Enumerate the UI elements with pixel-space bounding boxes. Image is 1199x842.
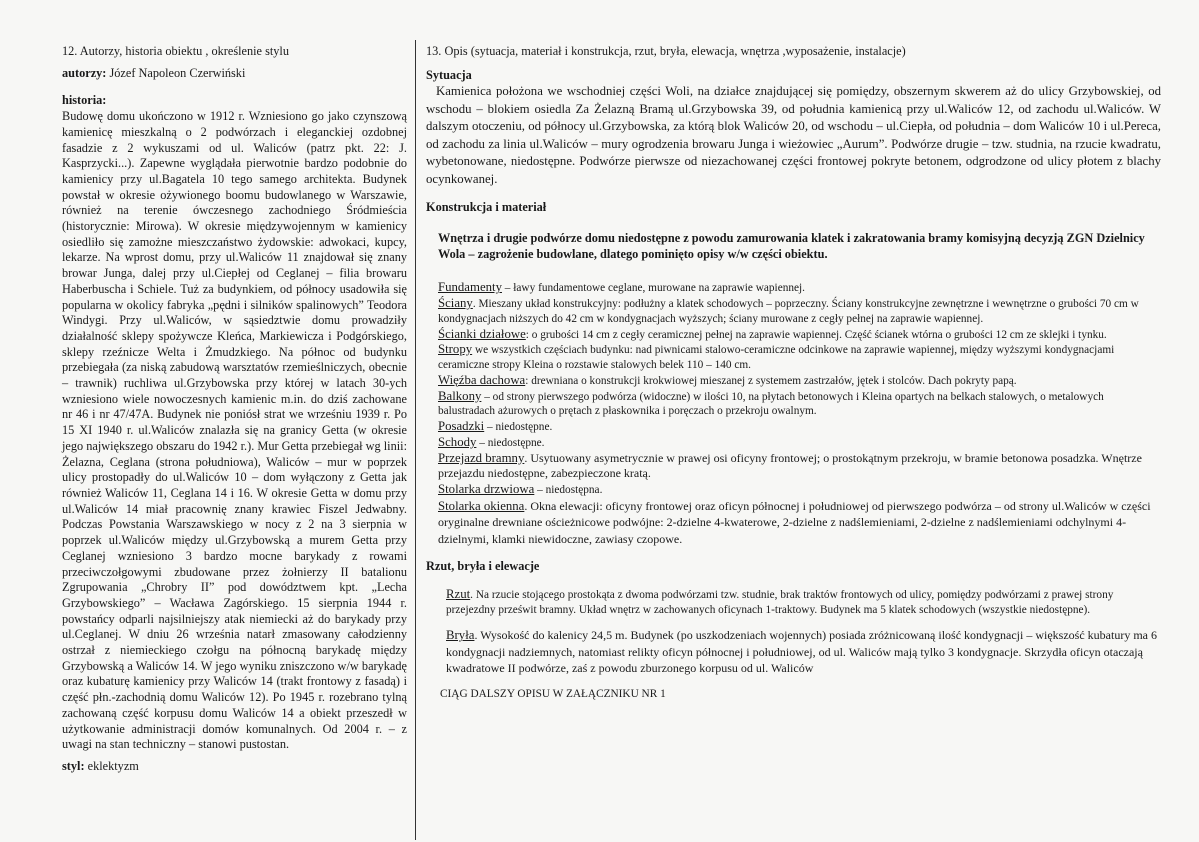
schody-text: – niedostępne. [476,437,545,450]
stolarka-okienna-label: Stolarka okienna [438,498,525,513]
stropy-label: Stropy [438,342,473,357]
posadzki-label: Posadzki [438,419,485,434]
sytuacja-text: Kamienica położona we wschodniej części Woli, na działce znajdującej się pomiędzy, obszernym skwerem aż do ulicy Grzybowskiej, od wschodu – blokiem osiedla Za Żelazną Bramą ul.Grzybowska 39, od południa kamienicą przy ul.Waliców 12, od zachodu ul.Waliców. W dalszym otoczeniu, od północy ul.Grzybowska, za którą blok Waliców 20, od wschodu – ul.Ciepła, od południa – dom Waliców 10 i ul.Pereca, od zachodu za linia ul.Waliców – mury ogrodzenia browaru Junga i wieżowiec „Aurum”. Podwórze drugie – tzw. studnia, na rzucie kwadratu, wybetonowane, niedostępne. Podwórze pierwsze od niezachowanej części frontowej pokryte betonem, odgrodzone od ulicy płotem z blachy ocynkowanej. [426,84,1161,186]
style-label: styl: [62,758,85,773]
authors-value: Józef Napoleon Czerwiński [106,65,246,80]
stolarka-okienna-text: . Okna elewacji: oficyny frontowej oraz oficyn północnej i południowej od pierwszego podwórza – od strony ul.Waliców w części oryginalne drewniane ościeżnicowe podwójne: 2-dzielne 4-kwaterowe, 2-dzielne z nadślemieniami, 2-dzielne z nadślemieniami odchylnymi 4-dzielnymi, klamki niewidoczne, zawiasy czopowe. [438,498,1151,546]
rzut-text: . Na rzucie stojącego prostokąta z dwoma podwórzami tzw. studnie, brak traktów frontowych od ulicy, pomiędzy podwórzami z prawej strony przejezdny prześwit bramny. Układ wnętrz w zachowanych oficynach 1-traktowy. Budynek ma 5 klatek schodowych (wszystkie niedostępne). [446,588,1114,616]
item-fundamenty [438,280,1161,296]
stolarka-drzwiowa-text: – niedostępna. [534,483,603,496]
continued-note: CIĄG DALSZY OPISU W ZAŁĄCZNIKU NR 1 [440,687,666,700]
stolarka-drzwiowa-label: Stolarka drzwiowa [438,481,535,496]
authors-label: autorzy: [62,65,107,80]
bryla-label: Bryła [446,628,475,643]
item-wiezba [438,373,1161,389]
sciany-label: Ściany [438,295,473,310]
column-divider [415,40,416,840]
fundamenty-text: – ławy fundamentowe ceglane, murowane na zaprawie wapiennej. [501,282,805,295]
rzut-label: Rzut [446,586,471,601]
scianki-label: Ścianki działowe [438,326,526,341]
style-line [62,759,407,775]
rzut-paragraph [446,587,1161,618]
wiezba-text: : drewniana o konstrukcji krokwiowej mieszanej z systemem zastrzałów, jętek i stolców. Dach pokryty papą. [525,374,1017,387]
konstrukcja-items [438,280,1161,547]
fundamenty-label: Fundamenty [438,280,502,295]
posadzki-text: – niedostępne. [484,421,553,434]
item-stolarka-okienna [438,498,1161,548]
item-stropy [438,342,1161,373]
item-stolarka-drzwiowa [438,482,1161,498]
schody-label: Schody [438,435,477,450]
scianki-text: : o grubości 14 cm z cegły ceramicznej pełnej na zaprawie wapiennej. Część ścianek wtórna o grubości 12 cm ze sklejki i tynku. [525,328,1107,341]
konstrukcja-note: Wnętrza i drugie podwórze domu niedostępne z powodu zamurowania klatek i zakratowania bramy komisyjną decyzją ZGN Dzielnicy Wola – zagrożenie budowlane, dlatego pominięto opisy w/w części obiektu. [438,231,1145,262]
history-text: Budowę domu ukończono w 1912 r. Wzniesiono go jako czynszową kamienicę mieszkalną o 2 podwórzach i eleganckiej ozdobnej fasadzie z 2 wykuszami od ul. Waliców (patrz pkt. 22: J. Kasprzycki...). Zapewne wyglądała pierwotnie bardzo podobnie do kamienicy przy ul.Bagatela 10 tego samego architekta. Budynek powstał w okresie ożywionego boomu budowlanego w Warszawie, również na terenie ówczesnego zachodniego Śródmieścia (historycznie: Mirowa). W okresie międzywojennym w kamienicy osiedliło się zamożne mieszczaństwo żydowskie: adwokaci, kupcy, lekarze. Na wprost domu, przy ul.Waliców 11 znajdował się znany browar Junga, dalej przy ul.Ciepłej od Ceglanej – filia browaru Haberbuscha i Schiele. Tuż za budynkiem, od północy usadowiła się popularna w okolicy fabryka „pędni i silników spalinowych” Teodora Windygi. Przy ul.Waliców, w sąsiedztwie domu prowadziły działalność sklepy spożywcze Kleńca, Markiewicza i Podgórskiego, sklepy rzeźnicze Welta i Żmudzkiego. Na północ od budynku przebiegała (za niską zabudową warsztatów rzemieślniczych, obecnie – trawnik) ruchliwa ul.Grzybowska przy której w latach 30-ych wzniesiono wiele nowoczesnych kamienic m.in. do dziś zachowane nr 46 i nr 47/47A. Budynek nie poniósł strat we wrześniu 1939 r. Po 15 XI 1940 r. ul.Waliców znalazła się na granicy Getta (w okresie jego największego obszaru do 1942 r.). Mur Getta przebiegał wg linii: Żelazna, Ceglana (strona południowa), Waliców – mur w poprzek ulicy prostopadły do ul.Waliców 10 – dom wyłączony z Getta jak również Waliców 11, Ceglana 14 i 16. W okresie Getta w domu przy ul.Waliców 14 miał pracownię znany krawiec Fiszel Jedwabny. Podczas Powstania Warszawskiego w nocy z 2 na 3 sierpnia w poprzek ul.Waliców między ul.Grzybowską a murem Getta przy Ceglanej wzniesiono 3 bardzo mocne barykady z rowami przeciwczołgowymi zbudowane przez żołnierzy II batalionu Zgrupowania „Chrobry II” pod dowództwem kpt. „Lecha Grzybowskiego” – Wacława Zagórskiego. 15 sierpnia 1944 r. powstańcy odparli najsilniejszy atak niemiecki aż do barykady przy ul.Ceglanej. W dniu 26 września natarł zmasowany całodzienny ostrzał z niemieckiego czołgu na północną barykadę między Grzybowską a Waliców 14. W jego wyniku zniszczono w/w barykadę oraz kubaturę kamienicy przy Waliców 14 (trakt frontowy z fasadą) i część płn.-zachodnią domu Waliców 12). Po 1945 r. rozebrano tylną zachowaną część korpusu domu Waliców 14 a obiekt przeszedł w użytkowanie administracji domów komunalnych. Od 2004 r. – z uwagi na stan techniczny – stanowi pustostan. [62,109,407,752]
left-column [62,44,407,775]
item-przejazd [438,451,1161,482]
section-13-title: 13. Opis (sytuacja, materiał i konstrukcja, rzut, bryła, elewacja, wnętrza ,wyposażenie, instalacje) [426,44,906,58]
wiezba-label: Więźba dachowa [438,372,526,387]
balkony-label: Balkony [438,388,482,403]
przejazd-label: Przejazd bramny [438,450,525,465]
item-scianki [438,327,1161,343]
section-12-title: 12. Autorzy, historia obiektu , określenie stylu [62,44,289,58]
item-schody [438,435,1161,451]
history-label: historia: [62,93,107,108]
authors-line [62,66,407,82]
right-column [426,44,1161,702]
konstrukcja-heading: Konstrukcja i materiał [426,200,547,215]
item-sciany [438,296,1161,327]
sytuacja-heading: Sytuacja [426,67,472,82]
bryla-paragraph [446,627,1161,677]
item-balkony [438,389,1161,420]
style-value: eklektyzm [84,758,139,773]
balkony-text: – od strony pierwszego podwórza (widoczne) w ilości 10, na płytach betonowych i Kleina opartych na belkach stalowych, o metalowych balustradach ażurowych o prętach z płaskownika i poręczach o przekroju owalnym. [438,390,1104,418]
rzut-heading: Rzut, bryła i elewacje [426,559,540,574]
przejazd-text: . Usytuowany asymetrycznie w prawej osi oficyny frontowej; o prostokątnym przekroju, w bramie betonowa posadzka. Wnętrze przejazdu niedostępne, zabezpieczone kratą. [438,450,1142,481]
sciany-text: . Mieszany układ konstrukcyjny: podłużny a klatek schodowych – poprzeczny. Ściany konstrukcyjne zewnętrzne i wewnętrzne o grubości 70 cm w kondygnacjach niższych do 42 cm w kondygnacjach wyższych; ściany murowane z cegły pełnej na zaprawie wapiennej. [438,297,1139,325]
item-posadzki [438,419,1161,435]
bryla-text: . Wysokość do kalenicy 24,5 m. Budynek (po uszkodzeniach wojennych) posiada zróżnicowaną ilość kondygnacji – większość kubatury ma 6 kondygnacji nadziemnych, natomiast relikty oficyn północnej i południowej, od ul. Waliców mają tylko 3 kondygnacje. Skrzydła oficyn otaczają kwadratowe II podwórze, zaś z powodu zburzonego korpusu od ul. Waliców [446,628,1157,676]
stropy-text: we wszystkich częściach budynku: nad piwnicami stalowo-ceramiczne odcinkowe na zaprawie wapiennej, między wyższymi kondygnacjami ceramiczne stropy Kleina o rozstawie stalowych belek 110 – 140 cm. [438,344,1115,372]
